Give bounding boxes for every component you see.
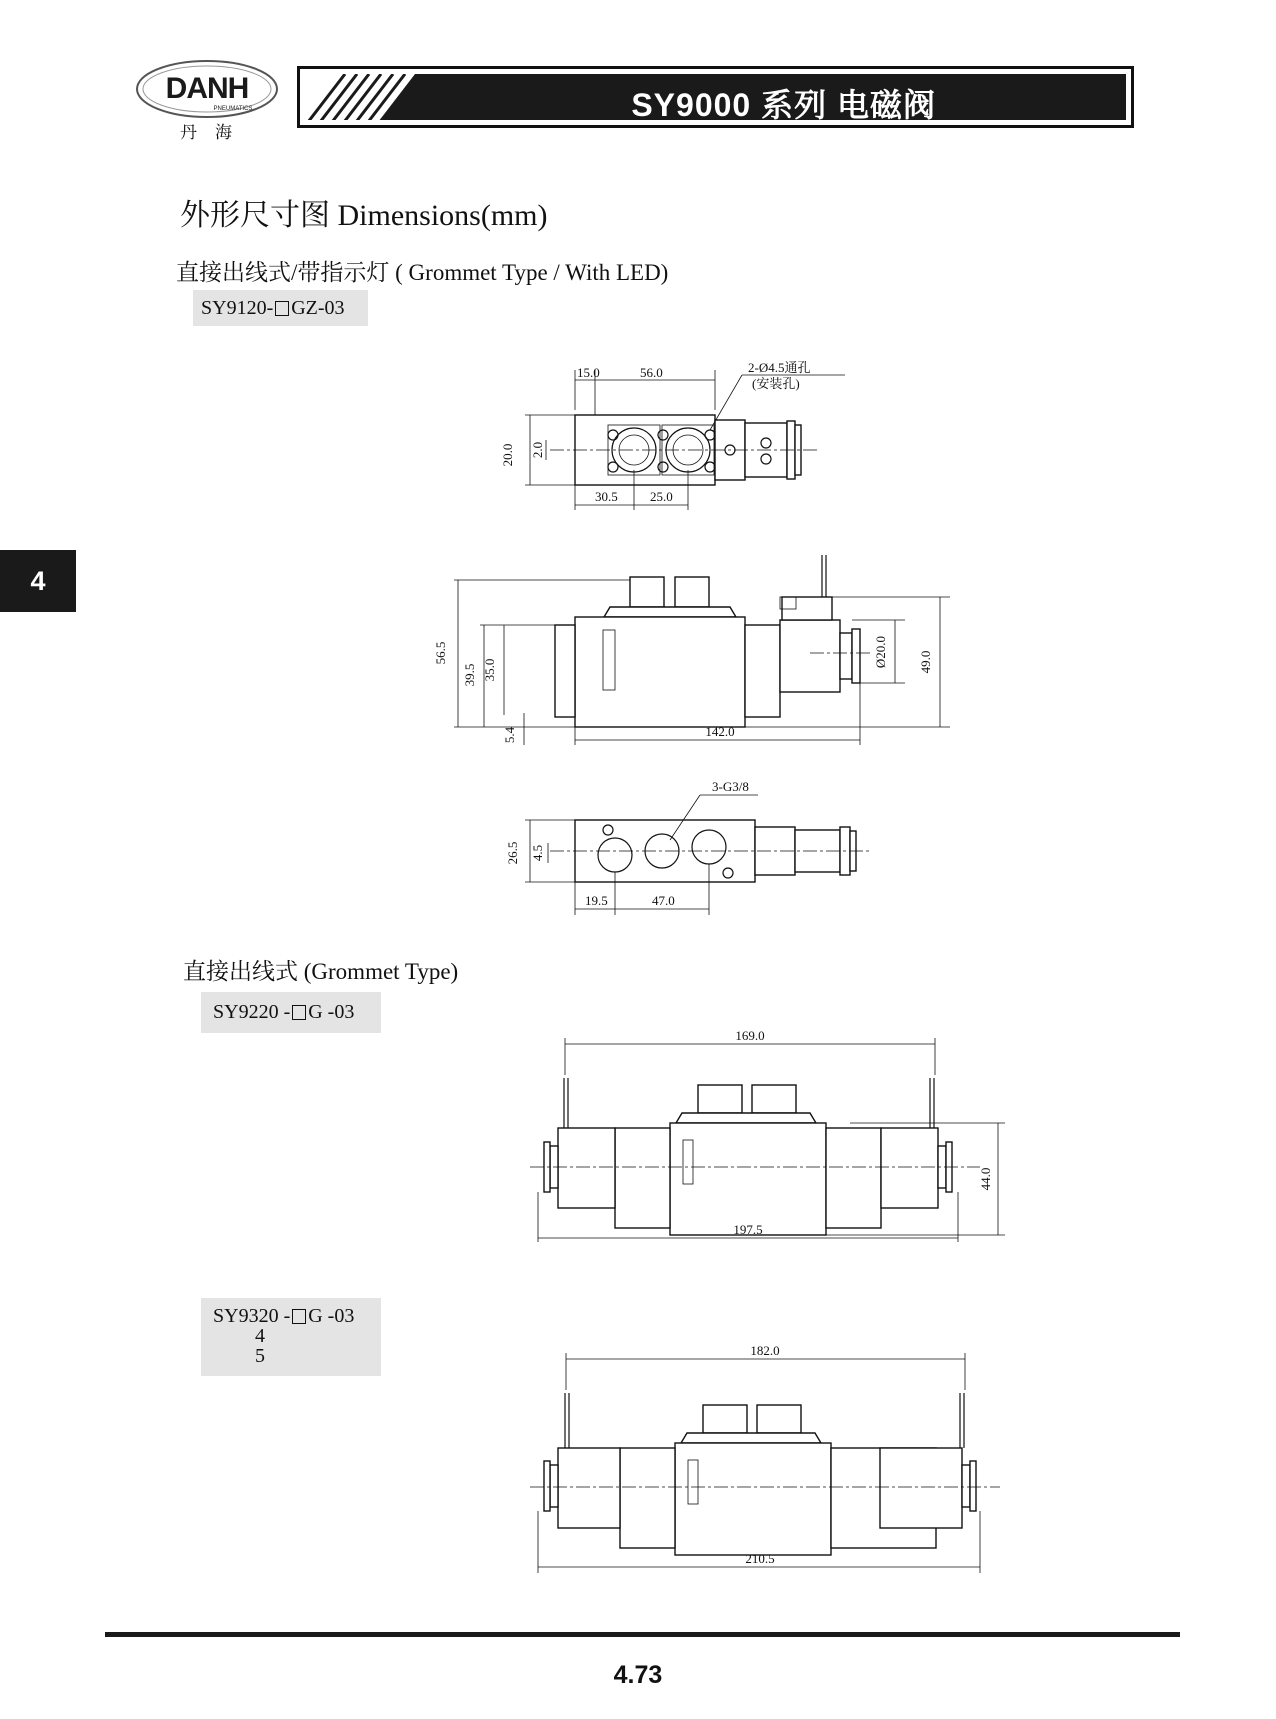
model-prefix: SY9220 - — [213, 1001, 291, 1023]
double-solenoid-drawing-sy9220 — [520, 1030, 1020, 1250]
model-variant-5: 5 — [255, 1345, 265, 1367]
logo-chinese-name: 丹海 — [180, 123, 250, 143]
mount-hole-note: 2-Ø4.5通孔 — [748, 360, 811, 375]
section-title: 外形尺寸图 Dimensions(mm) — [180, 199, 548, 232]
dim-44: 44.0 — [978, 1167, 993, 1191]
svg-text:PNEUMATICS: PNEUMATICS — [213, 106, 253, 112]
dim-26-5: 26.5 — [505, 841, 520, 865]
double-solenoid-drawing-sy9320 — [520, 1345, 1020, 1575]
group1-title: 直接出线式/带指示灯 ( Grommet Type / With LED) — [176, 260, 669, 285]
model-prefix: SY9120- — [201, 297, 274, 319]
dim-19-5: 19.5 — [585, 893, 608, 908]
model-box-sy9320 — [201, 1298, 381, 1376]
port-note: 3-G3/8 — [712, 779, 749, 794]
dim-15: 15.0 — [577, 365, 600, 380]
bottom-view-drawing — [490, 775, 910, 915]
footer-rule — [105, 1632, 1180, 1637]
dim-25: 25.0 — [650, 489, 673, 504]
group2-title: 直接出线式 (Grommet Type) — [183, 959, 459, 984]
model-prefix: SY9320 - — [213, 1305, 291, 1327]
dim-5-4: 5.4 — [502, 726, 517, 744]
mount-hole-note2: (安装孔) — [752, 376, 800, 391]
chapter-tab: 4 — [0, 550, 76, 612]
dim-20: 20.0 — [500, 443, 515, 467]
dim-49: 49.0 — [918, 650, 933, 674]
option-checkbox-icon — [292, 1005, 306, 1020]
svg-text:DANH: DANH — [165, 72, 249, 105]
model-suffix: GZ-03 — [291, 297, 345, 319]
dim-169: 169.0 — [735, 1030, 765, 1043]
model-box-sy9120 — [193, 290, 368, 326]
option-checkbox-icon — [275, 301, 289, 316]
model-suffix: G -03 — [308, 1001, 355, 1023]
header-stripes — [305, 74, 415, 120]
model-box-sy9220 — [201, 992, 381, 1033]
model-suffix: G -03 — [308, 1305, 355, 1327]
dim-39-5: 39.5 — [462, 663, 477, 687]
dim-2: 2.0 — [530, 441, 545, 459]
dim-30-5: 30.5 — [595, 489, 618, 504]
dim-182: 182.0 — [750, 1345, 780, 1358]
dim-197-5: 197.5 — [733, 1222, 763, 1237]
dim-47: 47.0 — [652, 893, 675, 908]
model-variant-4: 4 — [255, 1325, 265, 1347]
page-number: 4.73 — [613, 1661, 663, 1689]
dim-210-5: 210.5 — [745, 1551, 775, 1566]
page-title: SY9000 系列 电磁阀 — [631, 87, 936, 120]
option-checkbox-icon — [292, 1309, 306, 1324]
dim-d20: Ø20.0 — [873, 635, 888, 669]
dim-56-5: 56.5 — [433, 641, 448, 665]
dim-4-5: 4.5 — [530, 844, 545, 862]
dim-35: 35.0 — [482, 658, 497, 682]
side-view-drawing — [430, 545, 960, 745]
header-bar — [297, 66, 1134, 128]
dim-56: 56.0 — [640, 365, 663, 380]
dim-142: 142.0 — [705, 724, 735, 739]
top-view-drawing — [490, 355, 920, 515]
